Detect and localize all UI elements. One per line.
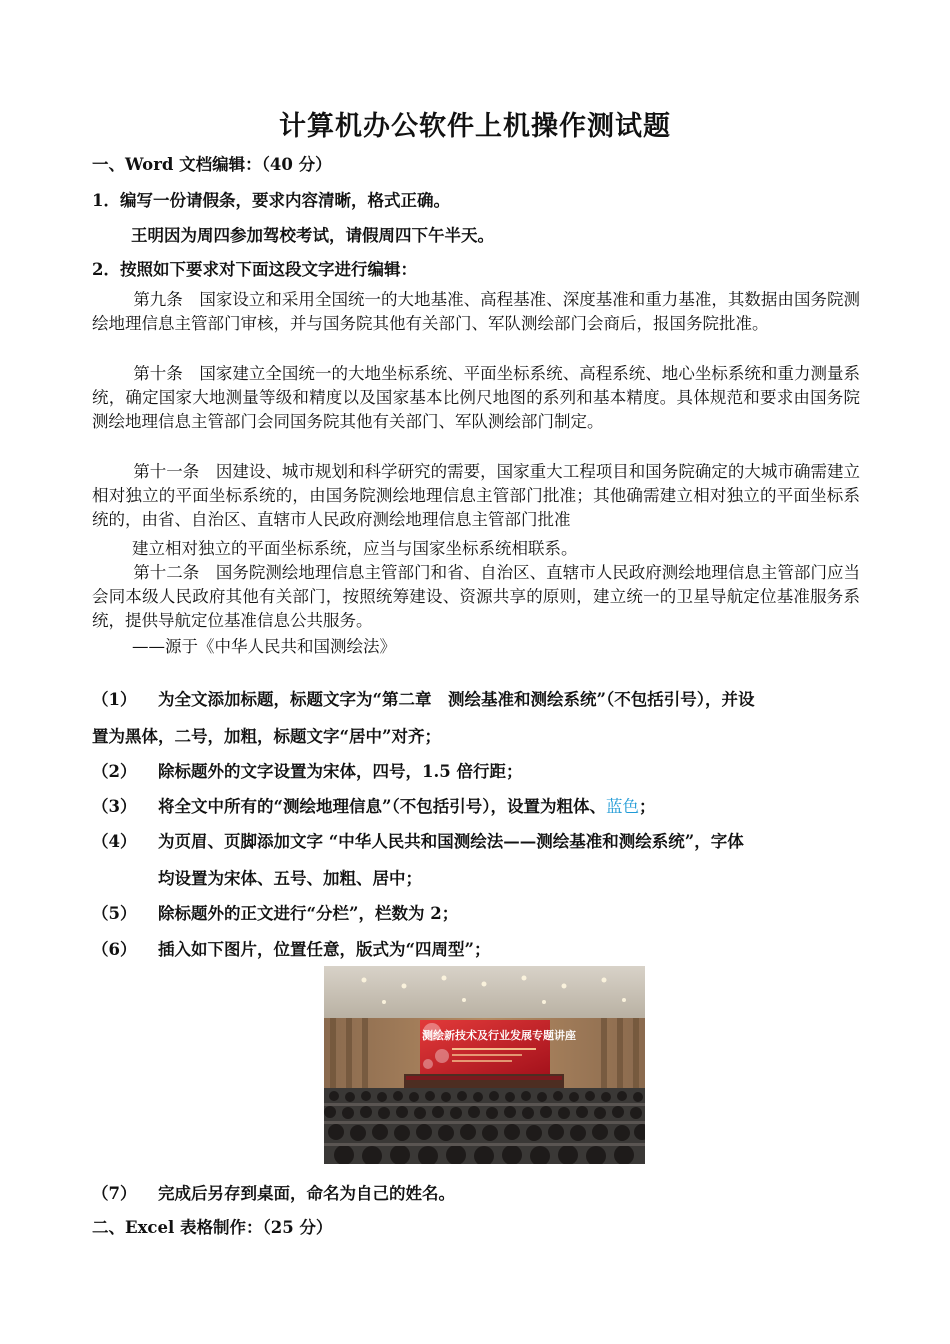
task-5-text: 除标题外的正文进行“分栏”，栏数为 2； bbox=[158, 904, 459, 923]
task-3-blue-word: 蓝色 bbox=[605, 797, 639, 816]
source-line: ——源于《中华人民共和国测绘法》 bbox=[132, 637, 396, 656]
task-1-line1: 为全文添加标题，标题文字为“第二章 测绘基准和测绘系统”（不包括引号），并设 bbox=[158, 690, 755, 709]
article-9: 第九条 国家设立和采用全国统一的大地基准、高程基准、深度基准和重力基准，其数据由国务院测绘地理信息主管部门审核，并与国务院其他有关部门、军队测绘部门会商后，报国务院批准。 bbox=[92, 290, 860, 334]
task-1-number: （1） bbox=[92, 690, 137, 709]
task-4-line1: 为页眉、页脚添加文字 “中华人民共和国测绘法——测绘基准和测绘系统”，字体 bbox=[158, 832, 744, 851]
task-5-number: （5） bbox=[92, 904, 137, 923]
task-7-number: （7） bbox=[92, 1184, 137, 1203]
page-title: 计算机办公软件上机操作测试题 bbox=[279, 111, 671, 142]
article-12: 第十二条 国务院测绘地理信息主管部门和省、自治区、直辖市人民政府测绘地理信息主管部门应当会同本级人民政府其他有关部门，按照统筹建设、资源共享的原则，建立统一的卫星导航定位基准服务系统，提供导航定位基准信息公共服务。 bbox=[92, 563, 860, 631]
task-3-text-a: 将全文中所有的“测绘地理信息”（不包括引号），设置为粗体、 bbox=[158, 797, 606, 816]
task-4-line2: 均设置为宋体、五号、加粗、居中； bbox=[158, 869, 422, 888]
item1-leave-text: 王明因为周四参加驾校考试，请假周四下午半天。 bbox=[131, 226, 494, 245]
task-2-number: （2） bbox=[92, 762, 137, 781]
article-11: 第十一条 因建设、城市规划和科学研究的需要，国家重大工程项目和国务院确定的大城市确需建立相对独立的平面坐标系统的，由国务院测绘地理信息主管部门批准；其他确需建立相对独立的平面坐标系统的，由省、自治区、直辖市人民政府测绘地理信息主管部门批准 bbox=[92, 462, 860, 530]
task-3-number: （3） bbox=[92, 797, 137, 816]
task-6-text: 插入如下图片，位置任意，版式为“四周型”； bbox=[158, 940, 491, 959]
article-11-continued: 建立相对独立的平面坐标系统，应当与国家坐标系统相联系。 bbox=[132, 539, 578, 558]
task-3-text bbox=[158, 793, 655, 817]
task-1-line2: 置为黑体，二号，加粗，标题文字“居中”对齐； bbox=[92, 727, 441, 746]
task-4-number: （4） bbox=[92, 832, 137, 851]
item1-heading: 1．编写一份请假条，要求内容清晰，格式正确。 bbox=[92, 191, 450, 210]
task-3-text-b: ； bbox=[638, 797, 656, 816]
item2-heading: 2．按照如下要求对下面这段文字进行编辑： bbox=[92, 260, 417, 279]
article-10: 第十条 国家建立全国统一的大地坐标系统、平面坐标系统、高程系统、地心坐标系统和重力测量系统，确定国家大地测量等级和精度以及国家基本比例尺地图的系列和基本精度。具体规范和要求由国务院测绘地理信息主管部门会同国务院其他有关部门、军队测绘部门制定。 bbox=[92, 364, 860, 432]
task-7-text: 完成后另存到桌面，命名为自己的姓名。 bbox=[158, 1184, 455, 1203]
section2-heading: 二、Excel 表格制作：（25 分） bbox=[92, 1218, 333, 1237]
lecture-hall-illustration bbox=[324, 966, 645, 1164]
lecture-hall-photo bbox=[324, 966, 645, 1164]
section1-heading: 一、Word 文档编辑：（40 分） bbox=[92, 155, 332, 174]
task-2-text: 除标题外的文字设置为宋体，四号，1.5 倍行距； bbox=[158, 762, 523, 781]
task-6-number: （6） bbox=[92, 940, 137, 959]
photo-banner-text: 测绘新技术及行业发展专题讲座 bbox=[422, 1029, 576, 1042]
